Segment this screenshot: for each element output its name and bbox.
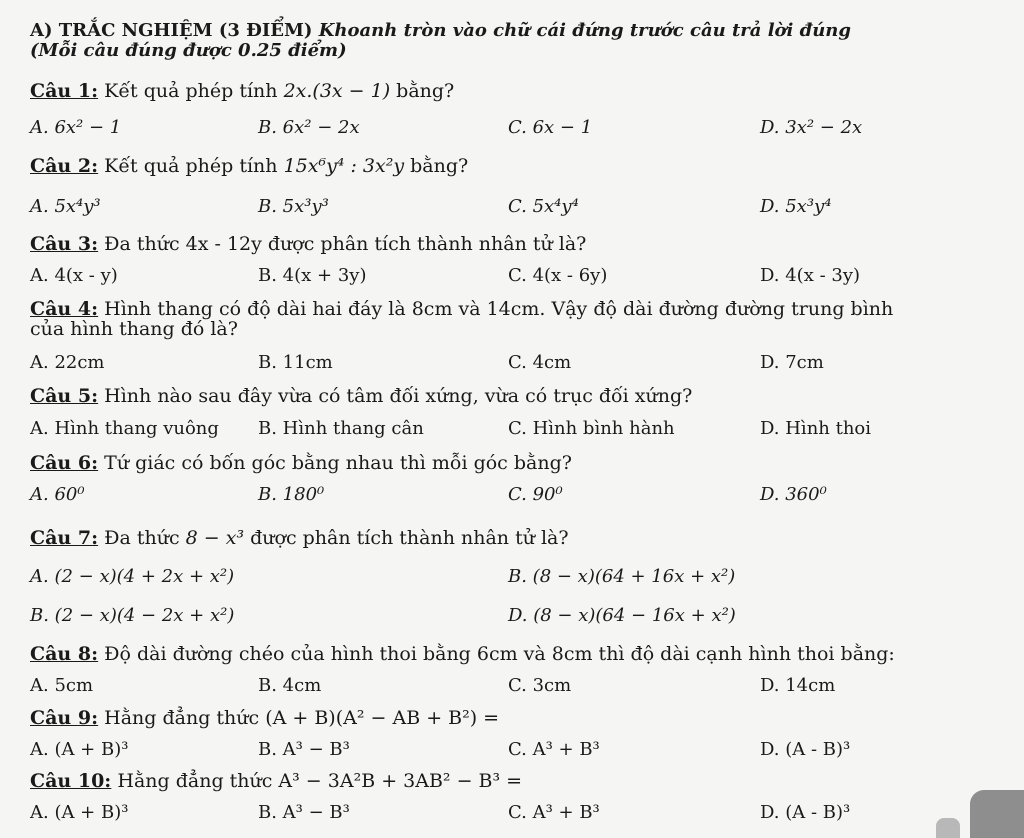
question-5	[30, 385, 692, 407]
question-label: Câu 8:	[30, 643, 99, 665]
question-6	[30, 452, 572, 474]
question-label: Câu 1:	[30, 80, 99, 102]
question-1	[30, 80, 454, 102]
q8-option-b[interactable]: B. 4cm	[258, 675, 322, 696]
question-label: Câu 2:	[30, 155, 99, 177]
section-title: A) TRẮC NGHIỆM (3 ĐIỂM)	[30, 20, 313, 41]
question-suffix: bằng?	[410, 155, 469, 177]
question-expression: 15x⁶y⁴ : 3x²y	[283, 155, 405, 177]
question-9	[30, 707, 499, 729]
question-text: Kết quả phép tính	[104, 155, 278, 177]
question-4	[30, 298, 893, 320]
section-header	[30, 20, 851, 42]
q10-option-a[interactable]: A. (A + B)³	[30, 802, 129, 823]
question-label: Câu 9:	[30, 707, 99, 729]
q2-option-b[interactable]: B. 5x³y³	[258, 196, 329, 217]
overlay-corner-button[interactable]	[970, 790, 1024, 838]
question-label: Câu 3:	[30, 233, 99, 255]
q7-option-b2[interactable]: B. (2 − x)(4 − 2x + x²)	[30, 605, 235, 626]
question-text: Hình thang có độ dài hai đáy là 8cm và 14cm. Vậy độ dài đường đường trung bình	[104, 298, 894, 320]
question-text: Đa thức 4x - 12y được phân tích thành nhân tử là?	[104, 233, 587, 255]
q10-option-d[interactable]: D. (A - B)³	[760, 802, 851, 823]
q9-option-b[interactable]: B. A³ − B³	[258, 739, 350, 760]
question-text: Hình nào sau đây vừa có tâm đối xứng, vừa có trục đối xứng?	[104, 385, 693, 407]
question-text: Kết quả phép tính	[104, 80, 278, 102]
question-label: Câu 5:	[30, 385, 99, 407]
q8-option-c[interactable]: C. 3cm	[508, 675, 572, 696]
question-8	[30, 643, 895, 665]
q9-option-a[interactable]: A. (A + B)³	[30, 739, 129, 760]
question-text: Tứ giác có bốn góc bằng nhau thì mỗi góc bằng?	[104, 452, 572, 474]
section-instruction: Khoanh tròn vào chữ cái đứng trước câu trả lời đúng	[318, 20, 851, 41]
q7-option-b[interactable]: B. (8 − x)(64 + 16x + x²)	[508, 566, 736, 587]
question-expression: 2x.(3x − 1)	[283, 80, 391, 102]
q7-option-d[interactable]: D. (8 − x)(64 − 16x + x²)	[508, 605, 736, 626]
q2-option-a[interactable]: A. 5x⁴y³	[30, 196, 101, 217]
q2-option-d[interactable]: D. 5x³y⁴	[760, 196, 832, 217]
q1-option-d[interactable]: D. 3x² − 2x	[760, 117, 863, 138]
q5-option-a[interactable]: A. Hình thang vuông	[30, 418, 219, 439]
q8-option-d[interactable]: D. 14cm	[760, 675, 836, 696]
q3-option-b[interactable]: B. 4(x + 3y)	[258, 265, 367, 286]
question-expression: 8 − x³	[185, 527, 245, 549]
question-text: Độ dài đường chéo của hình thoi bằng 6cm và 8cm thì độ dài cạnh hình thoi bằng:	[104, 643, 895, 665]
q6-option-b[interactable]: B. 180⁰	[258, 484, 325, 505]
question-2	[30, 155, 468, 177]
q6-option-d[interactable]: D. 360⁰	[760, 484, 827, 505]
q10-option-c[interactable]: C. A³ + B³	[508, 802, 600, 823]
question-suffix: được phân tích thành nhân tử là?	[250, 527, 569, 549]
question-3	[30, 233, 586, 255]
q9-option-d[interactable]: D. (A - B)³	[760, 739, 851, 760]
section-subtitle	[30, 40, 347, 62]
scoring-note: (Mỗi câu đúng được 0.25 điểm)	[30, 40, 347, 61]
q5-option-c[interactable]: C. Hình bình hành	[508, 418, 675, 439]
question-text: Hằng đẳng thức (A + B)(A² − AB + B²) =	[104, 707, 500, 729]
q5-option-b[interactable]: B. Hình thang cân	[258, 418, 424, 439]
question-10	[30, 770, 522, 792]
q3-option-a[interactable]: A. 4(x - y)	[30, 265, 118, 286]
q4-option-d[interactable]: D. 7cm	[760, 352, 824, 373]
question-4-continued	[30, 318, 238, 340]
q3-option-d[interactable]: D. 4(x - 3y)	[760, 265, 861, 286]
question-label: Câu 7:	[30, 527, 99, 549]
q6-option-a[interactable]: A. 60⁰	[30, 484, 85, 505]
q4-option-b[interactable]: B. 11cm	[258, 352, 333, 373]
q4-option-a[interactable]: A. 22cm	[30, 352, 105, 373]
question-text: Đa thức	[104, 527, 180, 549]
q1-option-b[interactable]: B. 6x² − 2x	[258, 117, 360, 138]
q5-option-d[interactable]: D. Hình thoi	[760, 418, 872, 439]
q6-option-c[interactable]: C. 90⁰	[508, 484, 563, 505]
q8-option-a[interactable]: A. 5cm	[30, 675, 94, 696]
question-suffix: bằng?	[396, 80, 455, 102]
question-label: Câu 6:	[30, 452, 99, 474]
q4-option-c[interactable]: C. 4cm	[508, 352, 572, 373]
overlay-tab-small	[936, 818, 960, 838]
q9-option-c[interactable]: C. A³ + B³	[508, 739, 600, 760]
question-label: Câu 4:	[30, 298, 99, 320]
q10-option-b[interactable]: B. A³ − B³	[258, 802, 350, 823]
q1-option-c[interactable]: C. 6x − 1	[508, 117, 593, 138]
question-label: Câu 10:	[30, 770, 112, 792]
q2-option-c[interactable]: C. 5x⁴y⁴	[508, 196, 579, 217]
question-text: Hằng đẳng thức A³ − 3A²B + 3AB² − B³ =	[117, 770, 523, 792]
question-text-line2: của hình thang đó là?	[30, 318, 238, 340]
q1-option-a[interactable]: A. 6x² − 1	[30, 117, 122, 138]
q7-option-a[interactable]: A. (2 − x)(4 + 2x + x²)	[30, 566, 235, 587]
question-7	[30, 527, 569, 549]
q3-option-c[interactable]: C. 4(x - 6y)	[508, 265, 608, 286]
